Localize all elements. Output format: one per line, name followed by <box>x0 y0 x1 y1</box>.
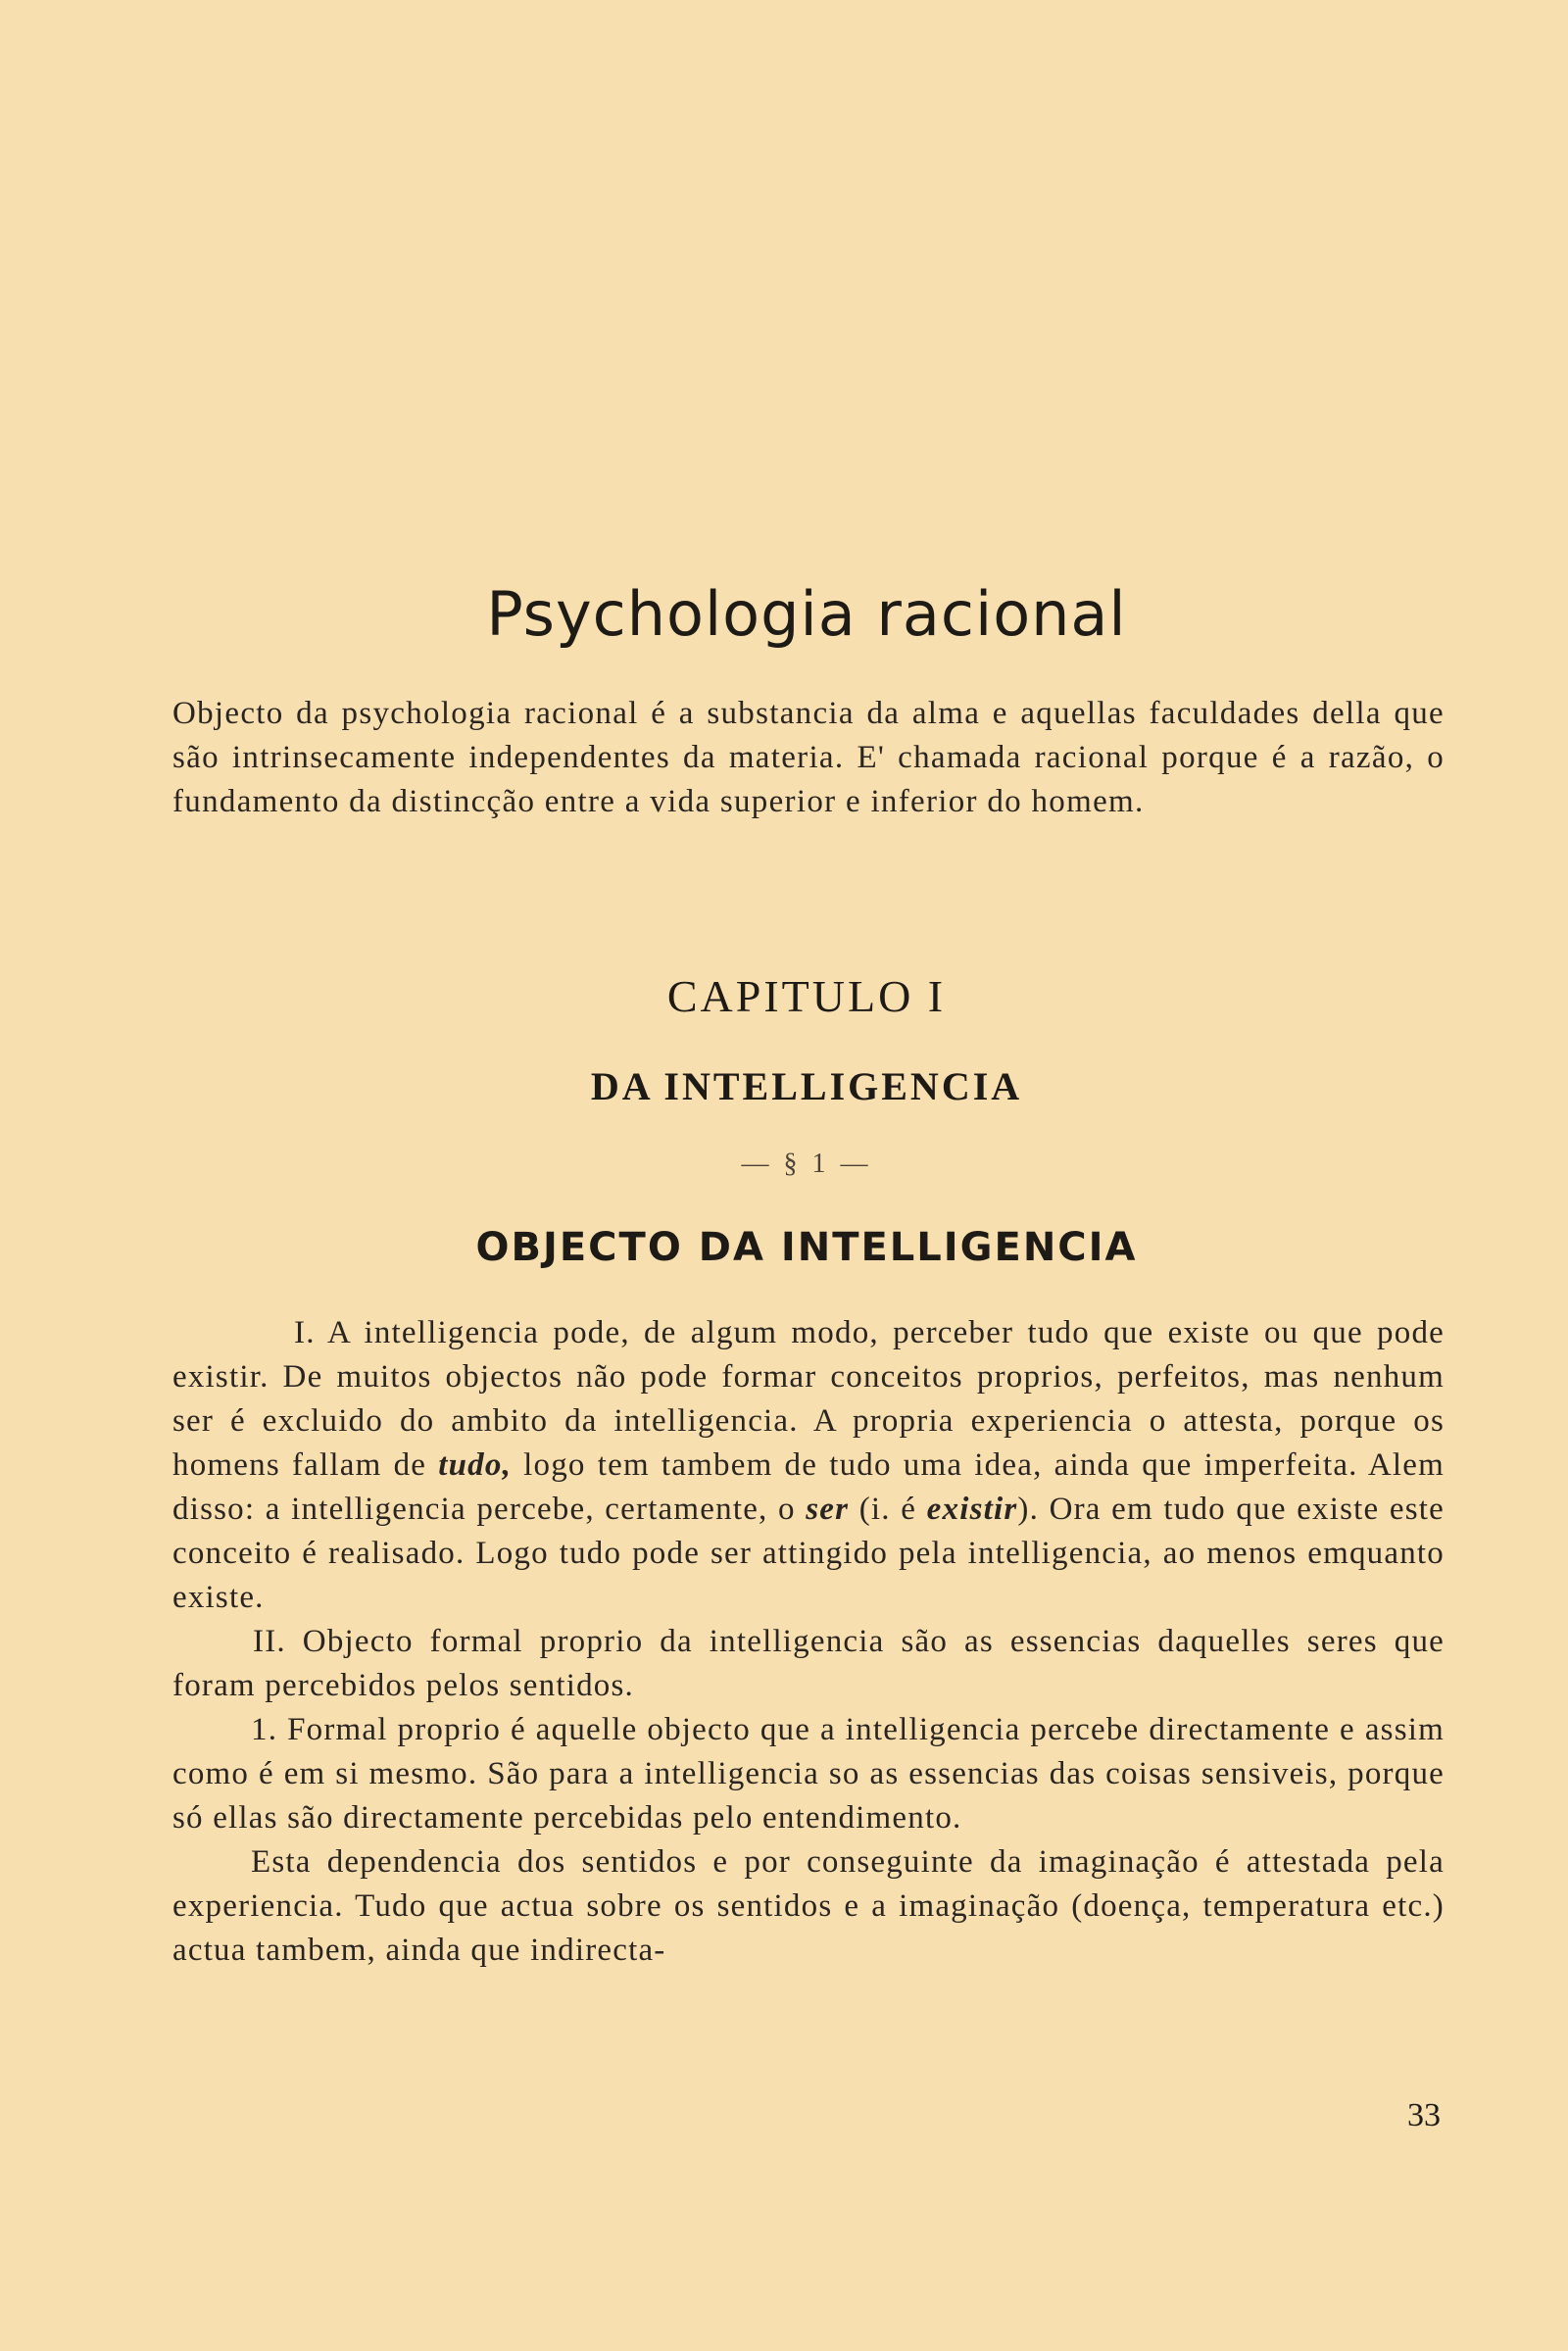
chapter-title: DA INTELLIGENCIA <box>590 1064 1023 1108</box>
section-mark: — § 1 — <box>741 1149 872 1179</box>
paragraph-1-part-a: I. A intelligencia pode, de algum modo, perceber tudo que existe ou que pode existir. De muitos objectos não pode formar conceitos proprios, perfeitos, mas nenhum ser é excluido do ambito da intelligencia. A propria experiencia o attesta, porque os homens fallam de <box>172 1315 1445 1483</box>
page-title: Psychologia racional <box>486 578 1127 650</box>
paragraph-1-part-b: logo tem tambem de tudo uma idea, ainda que imperfeita. Alem disso: a intelligencia percebe, certamente, o <box>172 1447 1446 1527</box>
paragraph-1-part-d: ). Ora em tudo que existe este conceito é realisado. Logo tudo pode ser attingido pela intelligencia, ao menos emquanto existe. <box>172 1492 1445 1615</box>
chapter-number: CAPITULO I <box>666 971 947 1021</box>
paragraph-1 <box>172 1311 1445 1620</box>
emphasis-tudo: tudo, <box>438 1447 513 1483</box>
paragraph-2: II. Objecto formal proprio da intelligencia são as essencias daquelles seres que foram percebidos pelos sentidos. <box>172 1624 1445 1703</box>
section-title: OBJECTO DA INTELLIGENCIA <box>475 1225 1138 1270</box>
paragraph-3: 1. Formal proprio é aquelle objecto que a intelligencia percebe directamente e assim como é em si mesmo. São para a intelligencia so as essencias das coisas sensiveis, porque só ellas são directamente percebidas pelo entendimento. <box>172 1712 1445 1836</box>
body-text <box>172 1311 1445 1973</box>
emphasis-ser: ser <box>806 1492 850 1527</box>
page-number: 33 <box>1407 2097 1441 2133</box>
intro-paragraph: Objecto da psychologia racional é a substancia da alma e aquellas faculdades della que são intrinsecamente independentes da materia. E' chamada racional porque é a razão, o fundamento da distincção entre a vida superior e inferior do homem. <box>172 696 1445 819</box>
paragraph-1-part-c: (i. é <box>858 1492 917 1527</box>
emphasis-existir: existir <box>926 1492 1018 1527</box>
paragraph-4: Esta dependencia dos sentidos e por conseguinte da imaginação é attestada pela experiencia. Tudo que actua sobre os sentidos e a imaginação (doença, temperatura etc.) actua tambem, ainda que indirecta- <box>172 1844 1445 1968</box>
